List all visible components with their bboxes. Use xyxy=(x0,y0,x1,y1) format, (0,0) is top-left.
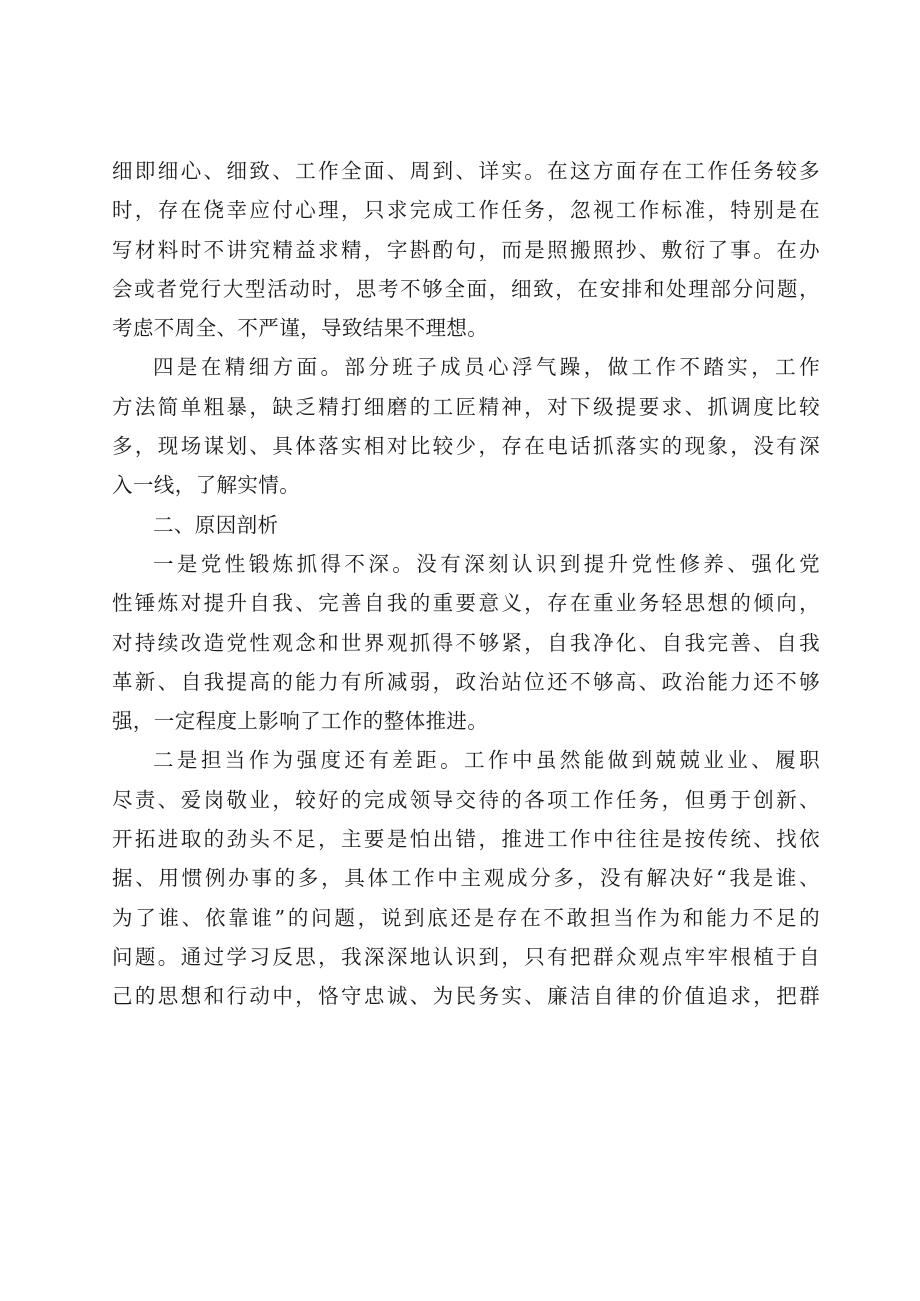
text-line: 时，存在侥幸应付心理，只求完成工作任务，忽视工作标准，特别是在 xyxy=(112,198,820,223)
text-line: 考虑不周全、不严谨，导致结果不理想。 xyxy=(112,316,489,341)
text-line: 细即细心、细致、工作全面、周到、详实。在这方面存在工作任务较多 xyxy=(112,159,820,183)
text-line: 会或者党行大型活动时，思考不够全面，细致，在安排和处理部分问题， xyxy=(112,276,820,301)
text-line: 性锤炼对提升自我、完善自我的重要意义，存在重业务轻思想的倾向， xyxy=(112,591,820,616)
text-line: 对持续改造党性观念和世界观抓得不够紧，自我净化、自我完善、自我 xyxy=(112,630,820,655)
text-line: 一是党性锻炼抓得不深。没有深刻认识到提升党性修养、强化党 xyxy=(153,551,820,576)
paragraph-responsibility xyxy=(112,741,820,1016)
text-line: 问题。通过学习反思，我深深地认识到，只有把群众观点牢牢根植于自 xyxy=(112,944,820,969)
text-line: 革新、自我提高的能力有所减弱，政治站位还不够高、政治能力还不够 xyxy=(112,669,820,694)
paragraph-detail-continuation xyxy=(112,152,820,348)
paragraph-party-spirit xyxy=(112,545,820,741)
text-line: 据、用惯例办事的多，具体工作中主观成分多，没有解决好“我是谁、 xyxy=(112,866,820,891)
text-line: 写材料时不讲究精益求精，字斟酌句，而是照搬照抄、敷衍了事。在办 xyxy=(112,237,820,262)
text-line: 尽责、爱岗敬业，较好的完成领导交待的各项工作任务，但勇于创新、 xyxy=(112,787,820,812)
section-heading: 二、原因剖析 xyxy=(153,512,279,537)
text-line: 方法简单粗暴，缺乏精打细磨的工匠精神，对下级提要求、抓调度比较 xyxy=(112,394,820,419)
text-line: 入一线，了解实情。 xyxy=(112,473,301,498)
text-line: 二是担当作为强度还有差距。工作中虽然能做到兢兢业业、履职 xyxy=(153,748,820,773)
text-line: 四是在精细方面。部分班子成员心浮气躁，做工作不踏实，工作 xyxy=(153,355,820,380)
text-line: 强，一定程度上影响了工作的整体推进。 xyxy=(112,709,489,734)
text-line: 开拓进取的劲头不足，主要是怕出错，推进工作中往往是按传统、找依 xyxy=(112,827,820,852)
paragraph-fourth-point xyxy=(112,348,820,505)
text-line: 多，现场谋划、具体落实相对比较少，存在电话抓落实的现象，没有深 xyxy=(112,434,820,459)
document-page xyxy=(112,152,820,1017)
text-line: 为了谁、依靠谁”的问题，说到底还是存在不敢担当作为和能力不足的 xyxy=(112,905,820,930)
text-line: 己的思想和行动中，恪守忠诚、为民务实、廉洁自律的价值追求，把群 xyxy=(112,984,820,1009)
